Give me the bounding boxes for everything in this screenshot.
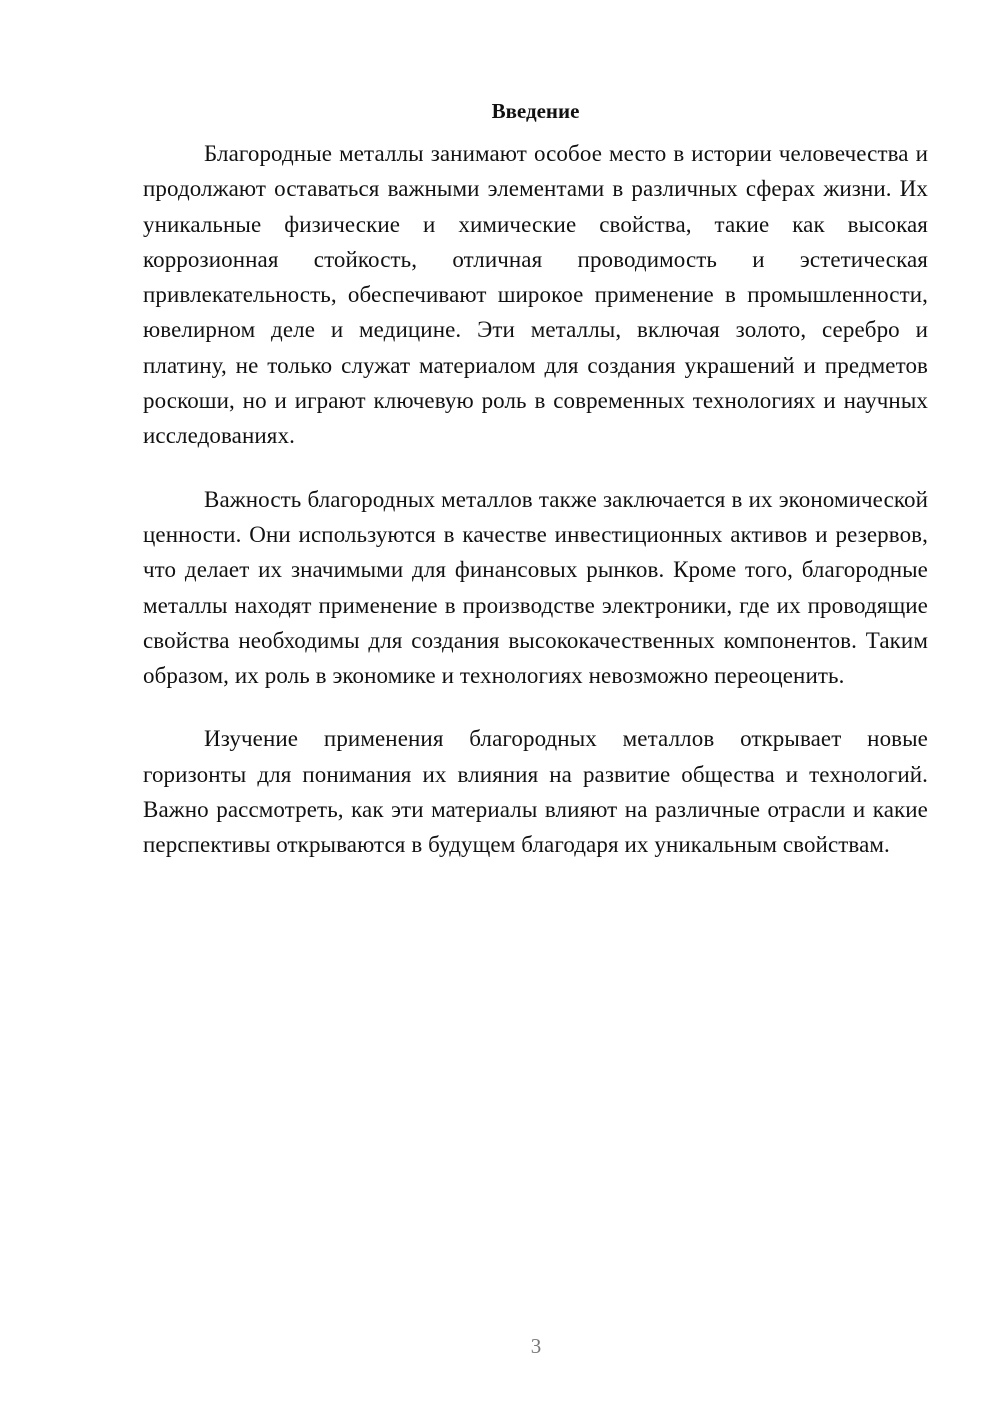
- paragraph-3: Изучение применения благородных металлов открывает новые горизонты для понимания их влияния на развитие общества и технологий. Важно рассмотреть, как эти материалы влияют на различные отрасли и какие перспективы открываются в будущем благодаря их уникальным свойствам.: [143, 726, 928, 858]
- paragraph-2: Важность благородных металлов также заключается в их экономической ценности. Они используются в качестве инвестиционных активов и резервов, что делает их значимыми для финансовых рынков. Кроме того, благородные металлы находят применение в производстве электроники, где их проводящие свойства необходимы для создания высококачественных компонентов. Таким образом, их роль в экономике и технологиях невозможно переоценить.: [143, 486, 928, 689]
- page-number: 3: [530, 1334, 542, 1358]
- page-content: [143, 96, 928, 891]
- paragraph-1: Благородные металлы занимают особое место в истории человечества и продолжают оставаться важными элементами в различных сферах жизни. Их уникальные физические и химические свойства, такие как высокая коррозионная стойкость, отличная проводимость и эстетическая привлекательность, обеспечивают широкое применение в промышленности, ювелирном деле и медицине. Эти металлы, включая золото, серебро и платину, не только служат материалом для создания украшений и предметов роскоши, но и играют ключевую роль в современных технологиях и научных исследованиях.: [143, 141, 928, 449]
- section-heading: Введение: [491, 99, 580, 123]
